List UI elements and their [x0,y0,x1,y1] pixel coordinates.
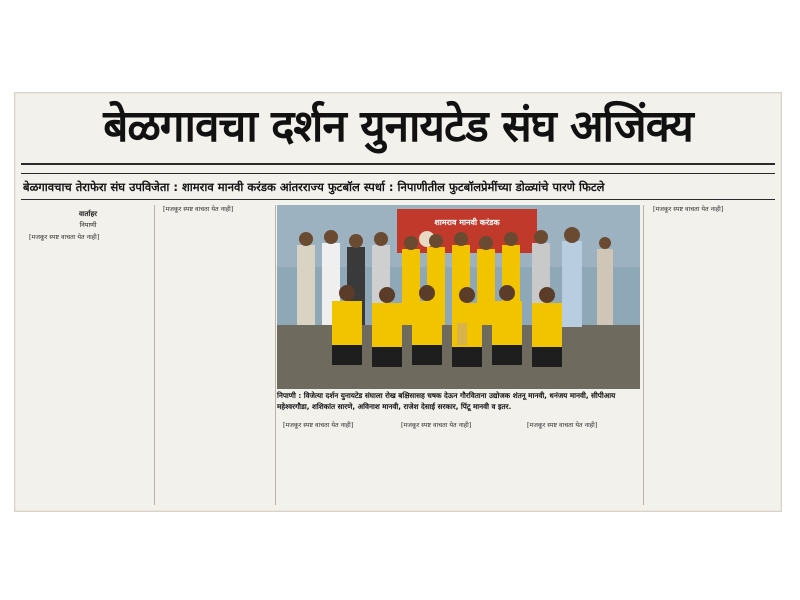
team-photo-illustration [277,205,640,389]
byline [25,209,151,231]
byline-name: वार्ताहर [78,210,98,218]
article-column-5 [521,421,640,505]
article-paragraph: [मजकूर स्पष्ट वाचता येत नाही] [527,422,598,429]
article-column-4 [395,421,515,505]
byline-place: निपाणी [79,221,97,229]
newspaper-clipping [14,92,782,512]
column-separator [154,205,155,505]
article-paragraph: [मजकूर स्पष्ट वाचता येत नाही] [653,206,724,213]
column-separator [275,205,276,505]
article-paragraph: [मजकूर स्पष्ट वाचता येत नाही] [283,422,354,429]
article-paragraph: [मजकूर स्पष्ट वाचता येत नाही] [29,234,100,241]
headline-rule-bottom [21,173,775,174]
article-paragraph: [मजकूर स्पष्ट वाचता येत नाही] [163,206,234,213]
article-column-2 [157,205,273,505]
tournament-banner-text: शामराव मानवी करंडक [434,218,500,227]
article-column-3 [277,421,389,505]
headline: बेळगावचा दर्शन युनायटेड संघ अजिंक्य [103,101,693,152]
subheadline: बेळगावचाच तेराफेरा संघ उपविजेता : शामराव मानवी करंडक आंतरराज्य फुटबॉल स्पर्धा : निपाणीतील फुटबॉलप्रेमींच्या डोळ्यांचे पारणे फिटले [23,180,605,194]
photo-caption: निपाणी : विजेत्या दर्शन युनायटेड संघाला रोख बक्षिसासह चषक देऊन गौरविताना उद्योजक शंतनू मानवी, धनंजय मानवी, सीपीआय महेश्वरगौडा, शशिकांत सारणे, अविनाश मानवी, राजेश देसाई सरकार, पिंटू मानवी व इतर. [277,391,616,411]
trophy-icon [457,323,467,345]
article-column-1 [23,233,151,505]
subheadline-rule [21,199,775,200]
column-separator [643,205,644,505]
headline-rule-top [21,163,775,165]
team-photo [277,205,640,389]
article-column-6 [647,205,773,505]
article-paragraph: [मजकूर स्पष्ट वाचता येत नाही] [401,422,472,429]
